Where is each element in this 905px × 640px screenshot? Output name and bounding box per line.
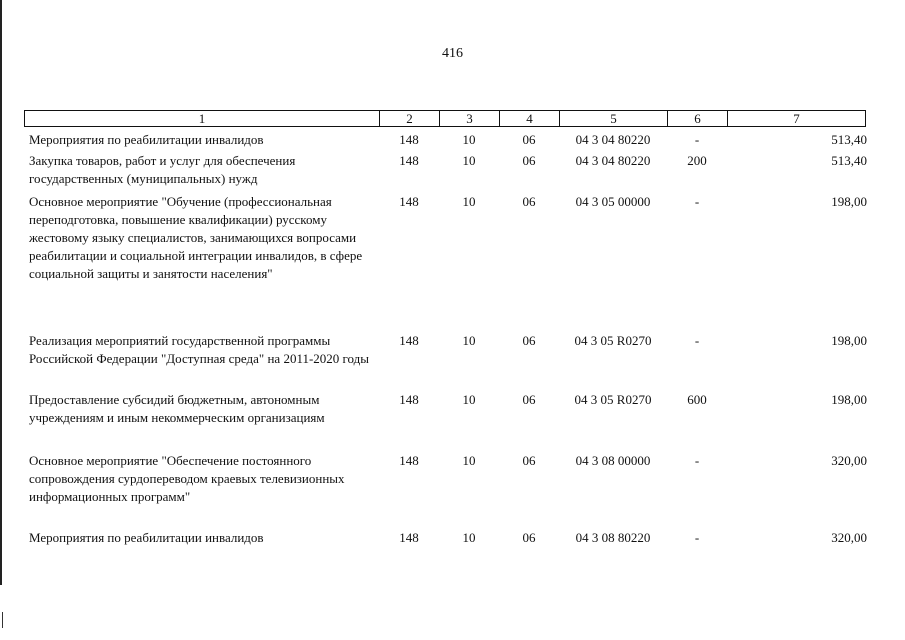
row-col-7: 198,00 [831,392,867,407]
row-col-6: - [694,333,700,348]
row-name: Мероприятия по реабилитации инвалидов [29,132,264,147]
row-col-3: 10 [462,132,476,147]
row-col-6: - [694,194,700,209]
row-col-7: 320,00 [831,453,867,468]
row-col-5: 04 3 05 R0270 [574,392,652,407]
left-margin-rule-lower [2,612,3,628]
row-col-6: 600 [687,392,707,407]
row-col-4: 06 [522,392,536,407]
row-col-2: 148 [399,194,419,209]
row-col-2: 148 [399,333,419,348]
row-col-3: 10 [462,153,476,168]
row-col-7: 198,00 [831,333,867,348]
row-col-2: 148 [399,530,419,545]
row-col-2: 148 [399,453,419,468]
row-col-5: 04 3 04 80220 [575,153,651,168]
header-col-2: 2 [380,111,440,126]
left-margin-rule [0,0,2,585]
row-col-4: 06 [522,453,536,468]
row-col-7: 198,00 [831,194,867,209]
row-col-7: 513,40 [831,153,867,168]
row-col-5: 04 3 08 80220 [575,530,651,545]
header-col-5: 5 [560,111,668,126]
row-col-3: 10 [462,530,476,545]
page-number: 416 [442,46,463,61]
header-col-3: 3 [440,111,500,126]
table-header [24,110,866,127]
row-col-2: 148 [399,153,419,168]
row-name: Основное мероприятие "Обеспечение постоянного сопровождения сурдопереводом краевых телевизионных информационных программ" [29,453,345,504]
header-col-6: 6 [668,111,728,126]
row-col-3: 10 [462,194,476,209]
row-col-2: 148 [399,392,419,407]
row-col-6: - [694,530,700,545]
row-col-7: 513,40 [831,132,867,147]
row-name: Закупка товаров, работ и услуг для обеспечения государственных (муниципальных) нужд [29,153,296,186]
row-col-2: 148 [399,132,419,147]
row-col-4: 06 [522,153,536,168]
row-col-3: 10 [462,392,476,407]
row-col-4: 06 [522,530,536,545]
row-name: Предоставление субсидий бюджетным, автономным учреждениям и иным некоммерческим организациям [29,392,325,425]
row-col-5: 04 3 05 00000 [575,194,651,209]
row-col-4: 06 [522,194,536,209]
row-col-5: 04 3 05 R0270 [574,333,652,348]
row-name: Реализация мероприятий государственной программы Российской Федерации "Доступная среда" на 2011-2020 годы [29,333,370,366]
row-col-6: - [694,132,700,147]
row-col-3: 10 [462,333,476,348]
row-name: Мероприятия по реабилитации инвалидов [29,530,264,545]
row-name: Основное мероприятие "Обучение (профессиональная переподготовка, повышение квалификации) русскому жестовому языку специалистов, занимающихся вопросами реабилитации и социальной интеграции инвалидов, в сфере социальной защиты и занятости населения" [29,194,363,281]
row-col-5: 04 3 08 00000 [575,453,651,468]
row-col-6: - [694,453,700,468]
row-col-6: 200 [687,153,707,168]
header-col-4: 4 [500,111,560,126]
row-col-4: 06 [522,333,536,348]
row-col-7: 320,00 [831,530,867,545]
row-col-4: 06 [522,132,536,147]
header-col-1: 1 [25,111,380,126]
row-col-3: 10 [462,453,476,468]
row-col-5: 04 3 04 80220 [575,132,651,147]
header-col-7: 7 [793,111,800,126]
